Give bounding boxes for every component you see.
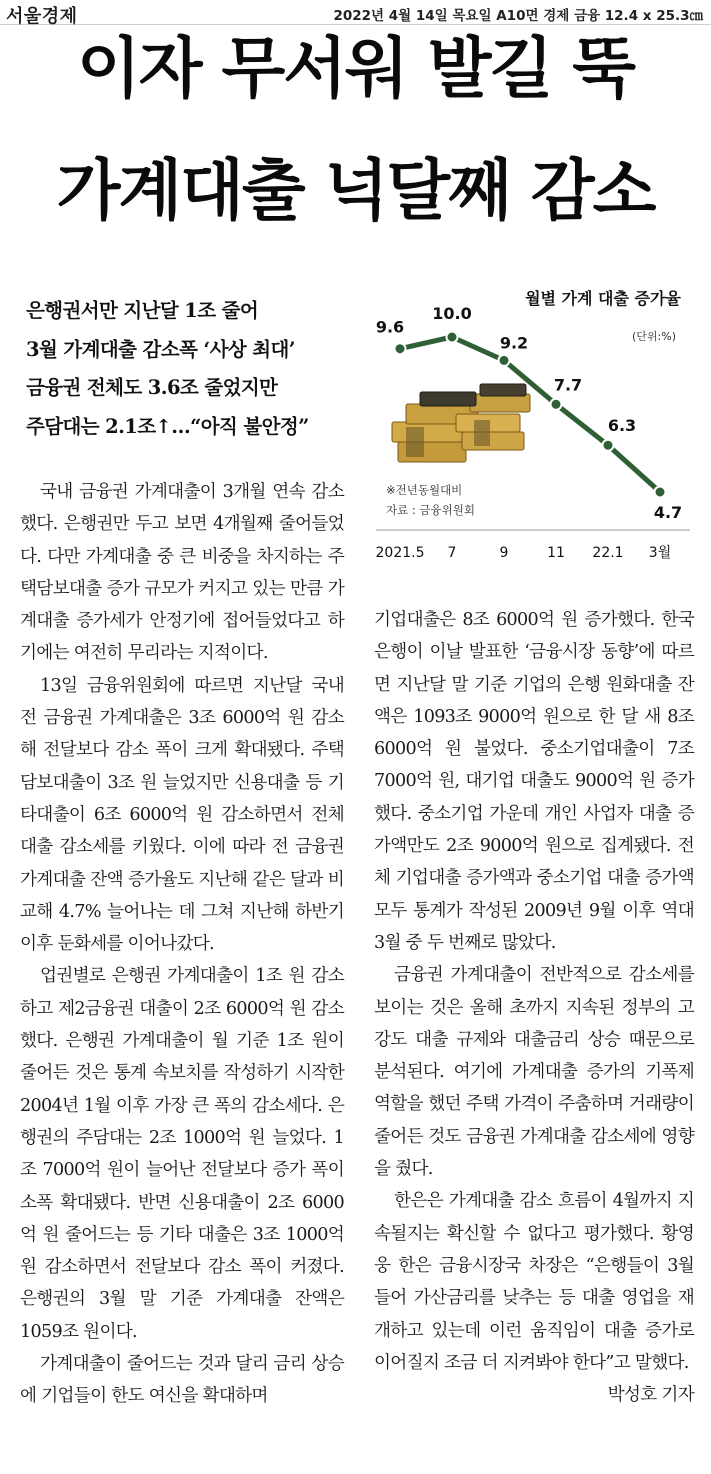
chart-unit: (단위:%) bbox=[632, 330, 676, 343]
chart-source: 자료 : 금융위원회 bbox=[386, 503, 475, 517]
data-label: 7.7 bbox=[553, 375, 583, 395]
chart-title: 월별 가계 대출 증가율 bbox=[525, 289, 681, 308]
data-label: 4.7 bbox=[653, 503, 683, 522]
money-stack-illustration bbox=[392, 384, 530, 462]
data-point bbox=[447, 332, 458, 343]
article-paragraph: 금융권 가계대출이 전반적으로 감소세를 보이는 것은 올해 초까지 지속된 정부의 고강도 대출 규제와 대출금리 상승 때문으로 분석된다. 여기에 가계대출 증가의 기폭제 역할을 했던 주택 가격이 주춤하며 거래량이 줄어든 것도 금융권 가계대출 감소세에 영향을 줬다. bbox=[374, 965, 694, 1180]
headline-line-1: 이자 무서워 발길 뚝 bbox=[77, 30, 634, 107]
chart-note: ※전년동월대비 bbox=[386, 483, 463, 497]
data-label: 6.3 bbox=[607, 416, 637, 436]
headline-line-2: 가계대출 넉달째 감소 bbox=[56, 152, 655, 229]
data-label: 9.6 bbox=[375, 317, 405, 337]
article-paragraph: 13일 금융위원회에 따르면 지난달 국내 전 금융권 가계대출은 3조 6000억 원 감소해 전달보다 감소 폭이 크게 확대됐다. 주택담보대출이 3조 원 늘었지만 신용대출 등 기타대출이 6조 6000억 원 감소하면서 전체 대출 감소세를 키웠다. 이에 따라 전 금융권 가계대출 잔액 증가율도 지난해 같은 달과 비교해 4.7% 늘어나는 데 그쳐 지난해 하반기 이후 둔화세를 이어나갔다. bbox=[20, 675, 344, 955]
subheadlines bbox=[26, 292, 366, 446]
loan-growth-chart bbox=[370, 282, 700, 572]
subheadline: 은행권서만 지난달 1조 줄어 bbox=[26, 299, 259, 322]
x-tick-label: 3월 bbox=[648, 545, 672, 561]
article-paragraph: 업권별로 은행권 가계대출이 1조 원 감소하고 제2금융권 대출이 2조 6000억 원 감소했다. 은행권 가계대출이 월 기준 1조 원이 줄어든 것은 통계 속보치를 작성하기 시작한 2004년 1월 이후 가장 큰 폭의 감소세다. 은행권의 주담대는 2조 1000억 원 늘었다. 1조 7000억 원이 늘어난 전달보다 증가 폭이 소폭 확대됐다. 반면 신용대출이 2조 6000억 원 줄어드는 등 기타 대출은 3조 1000억 원 감소하면서 전달보다 감소 폭이 커졌다. 은행권의 3월 말 기준 가계대출 잔액은 1059조 원이다. bbox=[20, 966, 344, 1342]
chart-svg bbox=[370, 282, 700, 572]
data-label: 9.2 bbox=[499, 333, 529, 353]
article-column-left bbox=[20, 476, 344, 1413]
data-point bbox=[551, 399, 562, 410]
x-tick-label: 11 bbox=[547, 545, 565, 561]
data-point bbox=[655, 487, 666, 498]
data-label: 10.0 bbox=[432, 304, 472, 323]
article-paragraph bbox=[374, 1185, 694, 1406]
subheadline: 3월 가계대출 감소폭 ‘사상 최대’ bbox=[26, 337, 295, 361]
x-tick-label: 2021.5 bbox=[375, 545, 425, 561]
subheadline: 주담대는 2.1조↑…“아직 불안정” bbox=[26, 414, 309, 438]
data-point bbox=[395, 343, 406, 354]
dateline: 2022년 4월 14일 목요일 A10면 경제 금융 12.4 x 25.3㎝ bbox=[333, 8, 703, 24]
byline: 박성호 기자 bbox=[607, 1385, 694, 1406]
x-tick-label: 22.1 bbox=[592, 545, 624, 561]
data-point bbox=[499, 355, 510, 366]
x-tick-label: 7 bbox=[447, 545, 457, 561]
article-paragraph: 기업대출은 8조 6000억 원 증가했다. 한국은행이 이날 발표한 ‘금융시장 동향’에 따르면 지난달 말 기준 기업의 은행 원화대출 잔액은 1093조 9000억 원으로 한 달 새 8조 6000억 원 불었다. 중소기업대출이 7조 7000억 원, 대기업 대출도 9000억 원 증가했다. 중소기업 가운데 개인 사업자 대출 증가액만도 2조 9000억 원으로 집계됐다. 전체 기업대출 증가액과 중소기업 대출 증가액 모두 통계가 작성된 2009년 9월 이후 역대 3월 중 두 번째로 많았다. bbox=[374, 610, 694, 953]
article-paragraph: 가계대출이 줄어드는 것과 달리 금리 상승에 기업들이 한도 여신을 확대하며 bbox=[20, 1354, 344, 1407]
article-paragraph: 국내 금융권 가계대출이 3개월 연속 감소했다. 은행권만 두고 보면 4개월째 줄어들었다. 다만 가계대출 중 큰 비중을 차지하는 주택담보대출 증가 규모가 커지고 있는 만큼 가계대출 증가세가 안정기에 접어들었다고 하기에는 여전히 무리라는 지적이다. bbox=[20, 482, 344, 664]
newspaper-name: 서울경제 bbox=[6, 6, 78, 27]
article-column-right bbox=[374, 604, 694, 1411]
x-tick-label: 9 bbox=[499, 545, 509, 561]
masthead bbox=[0, 0, 711, 25]
subheadline: 금융권 전체도 3.6조 줄었지만 bbox=[26, 376, 278, 399]
article-paragraph-text: 한은은 가계대출 감소 흐름이 4월까지 지속될지는 확신할 수 없다고 평가했다. 황영웅 한은 금융시장국 차장은 “은행들이 3월 들어 가산금리를 낮추는 등 대출 영업을 재개하고 있는데 이런 움직임이 대출 증가로 이어질지 조금 더 지켜봐야 한다”고 말했다. bbox=[374, 1191, 694, 1373]
data-point bbox=[603, 440, 614, 451]
